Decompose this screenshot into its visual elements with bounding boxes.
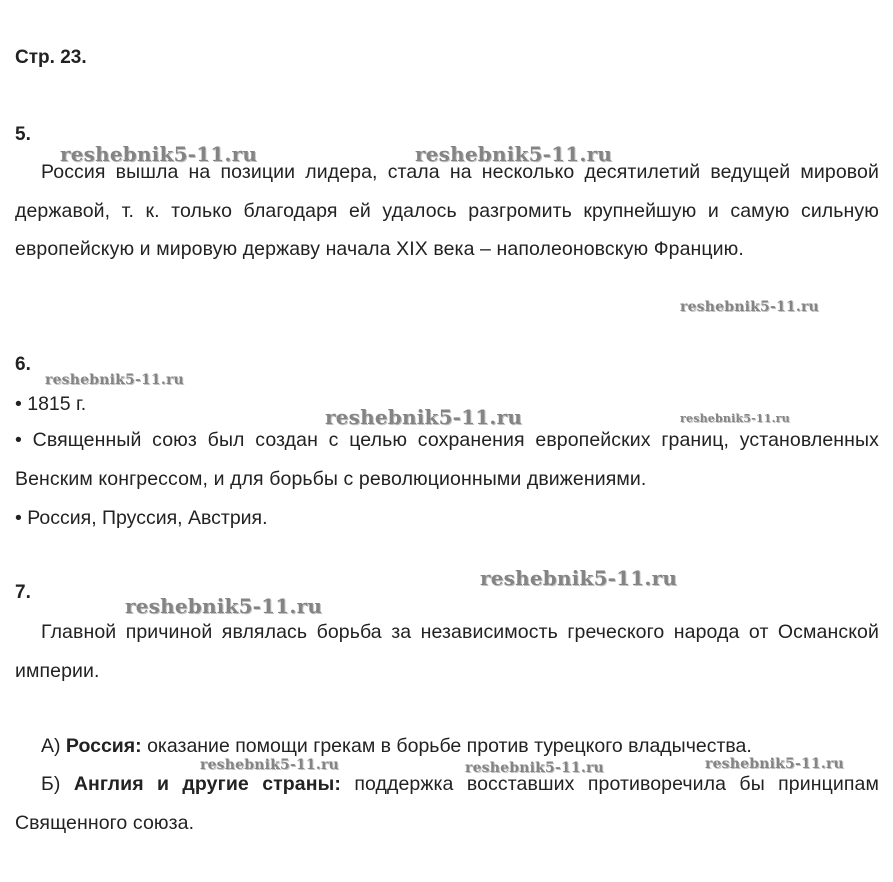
page-heading: Стр. 23.: [15, 47, 87, 68]
watermark: reshebnik5-11.ru: [680, 299, 819, 315]
watermark: reshebnik5-11.ru: [200, 757, 339, 773]
section-6-bullet-purpose: • Священный союз был создан с целью сохранения европейских границ, установленных Венским конгрессом, и для борьбы с революционными движениями.: [15, 429, 879, 490]
answer-b-countries: Англия и другие страны:: [73, 773, 341, 795]
watermark: reshebnik5-11.ru: [415, 142, 613, 166]
section-5-number: 5.: [15, 124, 31, 145]
watermark: reshebnik5-11.ru: [680, 412, 790, 425]
section-6-number: 6.: [15, 354, 31, 375]
watermark: reshebnik5-11.ru: [705, 756, 844, 772]
section-5-paragraph: Россия вышла на позиции лидера, стала на несколько десятилетий ведущей мировой державой, т. к. только благодаря ей удалось разгромить крупнейшую и самую сильную европейскую и мировую державу начала XIX века – наполеоновскую Францию.: [15, 161, 879, 260]
answer-a-text: оказание помощи грекам в борьбе против турецкого владычества.: [141, 735, 752, 757]
watermark: reshebnik5-11.ru: [125, 594, 323, 618]
watermark: reshebnik5-11.ru: [325, 405, 523, 429]
answer-b-text: поддержка восставших противоречила бы принципам Священного союза.: [15, 773, 879, 834]
section-7-number: 7.: [15, 582, 31, 603]
answer-a-prefix: А): [41, 735, 66, 757]
section-6-bullet-year: • 1815 г.: [15, 393, 87, 415]
section-6-bullet-members: • Россия, Пруссия, Австрия.: [15, 507, 268, 529]
watermark: reshebnik5-11.ru: [480, 566, 678, 590]
section-7-answer-a: [15, 735, 879, 757]
watermark: reshebnik5-11.ru: [60, 142, 258, 166]
section-7-answer-b: [15, 765, 879, 842]
watermark: reshebnik5-11.ru: [45, 372, 184, 388]
answer-a-country: Россия:: [65, 735, 142, 757]
watermark: reshebnik5-11.ru: [465, 760, 604, 776]
section-7-paragraph: Главной причиной являлась борьба за независимость греческого народа от Османской империи.: [15, 621, 879, 682]
answer-b-prefix: Б): [41, 773, 74, 795]
